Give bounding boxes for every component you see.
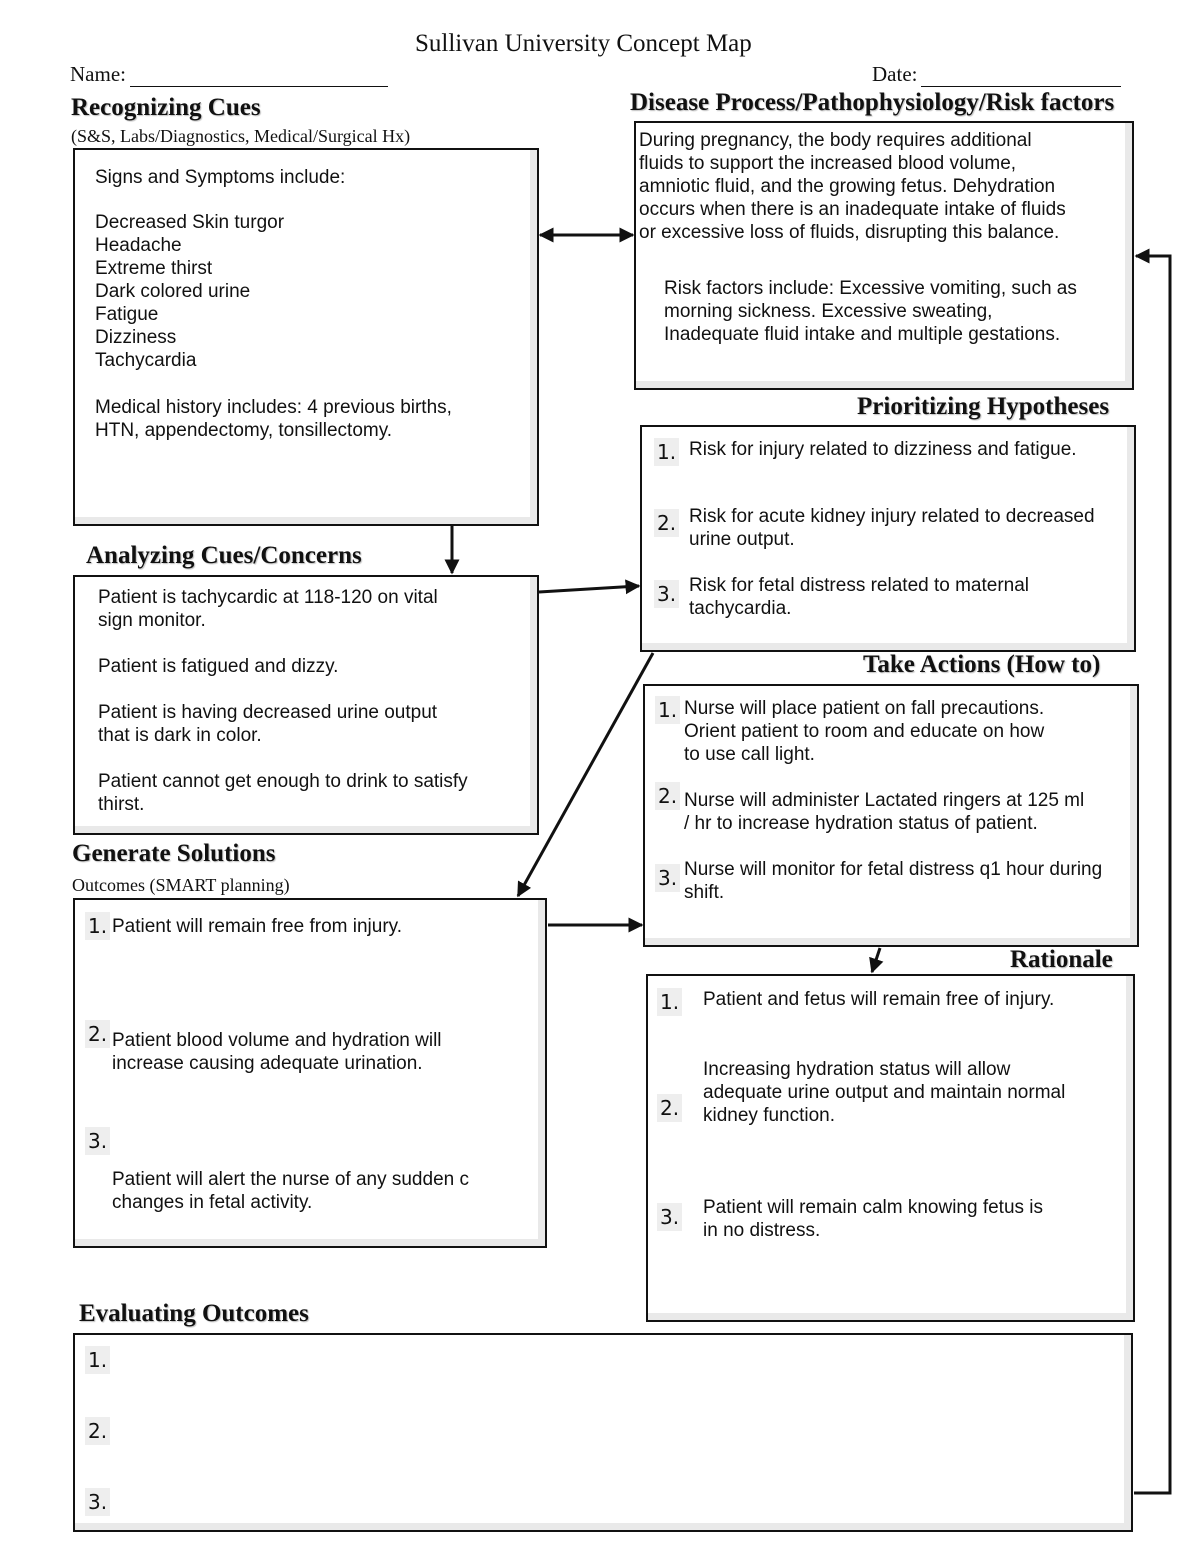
text-line: occurs when there is an inadequate intake of fluids [639, 199, 1066, 220]
list-number: 1. [85, 912, 110, 940]
text-line: Nurse will monitor for fetal distress q1 hour during [684, 859, 1103, 880]
list-number: 1. [654, 438, 679, 466]
symptom-item: Tachycardia [95, 350, 197, 371]
symptom-item: Extreme thirst [95, 258, 213, 279]
evaluating-outcomes-heading: Evaluating Outcomes [79, 1300, 309, 1327]
list-number: 2. [85, 1417, 110, 1445]
symptom-item: Dizziness [95, 327, 177, 348]
text-line: / hr to increase hydration status of patient. [684, 813, 1038, 834]
text-line: Patient will remain free from injury. [112, 916, 403, 937]
text-line: changes in fetal activity. [112, 1192, 313, 1213]
take-actions-heading: Take Actions (How to) [863, 651, 1101, 678]
text-line: in no distress. [703, 1220, 821, 1241]
list-number: 2. [85, 1020, 110, 1048]
list-number: 3. [655, 864, 680, 892]
text-line: Risk for fetal distress related to maternal [689, 575, 1030, 596]
text-line: Patient blood volume and hydration will [112, 1030, 442, 1051]
text-line: urine output. [689, 529, 795, 550]
symptom-item: Headache [95, 235, 182, 256]
list-number: 3. [85, 1127, 110, 1155]
symptom-item: Dark colored urine [95, 281, 251, 302]
text-line: Increasing hydration status will allow [703, 1059, 1011, 1080]
text-line: adequate urine output and maintain normal [703, 1082, 1066, 1103]
recognizing-cues-subheading: (S&S, Labs/Diagnostics, Medical/Surgical Hx) [71, 126, 411, 146]
list-number: 2. [654, 509, 679, 537]
list-number: 1. [655, 696, 680, 724]
text-line: Patient is tachycardic at 118-120 on vital [98, 587, 438, 608]
history-line: Medical history includes: 4 previous births, [95, 397, 452, 418]
history-line: HTN, appendectomy, tonsillectomy. [95, 420, 393, 441]
text-line: Inadequate fluid intake and multiple gestations. [664, 324, 1061, 345]
text-line: fluids to support the increased blood volume, [639, 153, 1017, 174]
rationale-heading: Rationale [1010, 946, 1113, 973]
text-line: Risk for injury related to dizziness and fatigue. [689, 439, 1077, 460]
arrow-evaluating-disease [1134, 256, 1170, 1493]
analyzing-cues-heading: Analyzing Cues/Concerns [86, 542, 362, 569]
text-line: Patient is having decreased urine output [98, 702, 438, 723]
text-line: tachycardia. [689, 598, 792, 619]
disease-process-heading: Disease Process/Pathophysiology/Risk factors [630, 89, 1115, 116]
text-line: Nurse will administer Lactated ringers at 125 ml [684, 790, 1085, 811]
text-line: shift. [684, 882, 725, 903]
name-label: Name: [70, 62, 126, 86]
list-number: 2. [657, 1094, 682, 1122]
text-line: that is dark in color. [98, 725, 262, 746]
page-title: Sullivan University Concept Map [415, 30, 752, 57]
text-line: Patient cannot get enough to drink to satisfy [98, 771, 468, 792]
list-number: 1. [657, 988, 682, 1016]
text-line: Patient and fetus will remain free of injury. [703, 989, 1055, 1010]
symptom-item: Fatigue [95, 304, 159, 325]
signs-symptoms-intro: Signs and Symptoms include: [95, 167, 346, 188]
generate-solutions-subheading: Outcomes (SMART planning) [72, 875, 290, 895]
text-line: Orient patient to room and educate on how [684, 721, 1045, 742]
text-line: amniotic fluid, and the growing fetus. Dehydration [639, 176, 1056, 197]
text-line: Patient will alert the nurse of any sudden c [112, 1169, 469, 1190]
arrow-analyzing-hypotheses [539, 586, 639, 592]
text-line: morning sickness. Excessive sweating, [664, 301, 993, 322]
text-line: sign monitor. [98, 610, 206, 631]
generate-solutions-heading: Generate Solutions [72, 840, 276, 867]
text-line: to use call light. [684, 744, 815, 765]
text-line: Patient will remain calm knowing fetus is [703, 1197, 1044, 1218]
text-line: or excessive loss of fluids, disrupting this balance. [639, 222, 1060, 243]
text-line: Risk factors include: Excessive vomiting, such as [664, 278, 1077, 299]
list-number: 3. [85, 1488, 110, 1516]
text-line: kidney function. [703, 1105, 836, 1126]
date-label: Date: [872, 62, 918, 86]
prioritizing-hypotheses-heading: Prioritizing Hypotheses [857, 393, 1110, 420]
symptom-item: Decreased Skin turgor [95, 212, 285, 233]
text-line: thirst. [98, 794, 145, 815]
arrow-hypotheses-solutions [518, 653, 653, 896]
recognizing-cues-heading: Recognizing Cues [71, 94, 261, 121]
list-number: 3. [657, 1203, 682, 1231]
text-line: increase causing adequate urination. [112, 1053, 423, 1074]
list-number: 1. [85, 1346, 110, 1374]
arrow-actions-rationale [872, 948, 880, 972]
text-line: Patient is fatigued and dizzy. [98, 656, 339, 677]
list-number: 2. [655, 782, 680, 810]
text-line: Nurse will place patient on fall precautions. [684, 698, 1045, 719]
text-line: Risk for acute kidney injury related to decreased [689, 506, 1095, 527]
text-line: During pregnancy, the body requires additional [639, 130, 1032, 151]
list-number: 3. [654, 580, 679, 608]
